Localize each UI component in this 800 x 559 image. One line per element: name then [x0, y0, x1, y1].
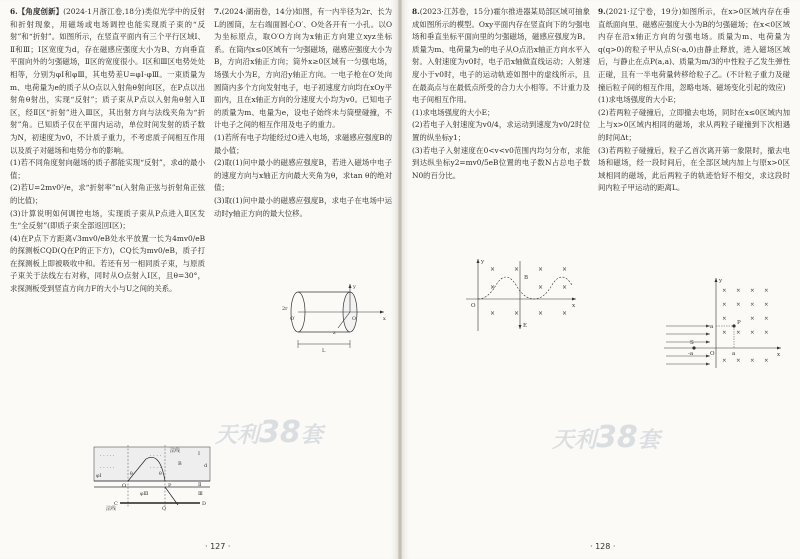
x-axis-arrow: [380, 311, 384, 314]
fig9-label-P: P: [737, 320, 741, 326]
question-7: [214, 6, 392, 220]
fig8-label-E: E: [523, 323, 528, 329]
svg-text:×: ×: [562, 284, 568, 291]
q9-source: (2021·辽宁卷，19分): [605, 7, 682, 16]
fig8-label-x: x: [572, 303, 576, 309]
fig7-label-L: L: [322, 348, 326, 354]
svg-text:· · · · ·: · · · · ·: [100, 453, 115, 459]
q6-part-2: (2)若U=2mv0²/e，求“折射率”n(入射角正弦与折射角正弦的比值)；: [10, 183, 205, 205]
q6-part-1: (1)若不同角度射向磁场的质子都能实现“反射”，求d的最小值；: [10, 158, 205, 180]
svg-text:×: ×: [750, 302, 755, 308]
watermark-right-number: 38: [596, 420, 638, 455]
q7-figure: [280, 282, 390, 354]
q8-stem-paragraph: [412, 6, 590, 107]
right-page-number: · 128 ·: [590, 542, 616, 551]
q9-figure: [660, 276, 785, 371]
fig8-label-B: B: [524, 275, 529, 281]
svg-text:×: ×: [538, 284, 544, 291]
fig7-label-2r: 2r: [282, 306, 288, 312]
fig9-label-a-horizontal: a: [732, 351, 736, 357]
q8-stem: 霍尔推进器某局部区域可抽象成如图所示的模型。Oxy平面内存在竖直向下的匀强电场和垂直坐标平面向里的匀强磁场，磁感应强度为B。质量为m、电荷量为e的电子从O点沿x轴正方向水平入射。入射速度为v0时，电子沿x轴做直线运动；入射速度小于v0时，电子的运动轨迹如图中的虚线所示，且在最高点与在最低点所受的合力大小相等。不计重力及电子间相互作用。: [412, 7, 590, 105]
fig7-label-x: x: [383, 316, 386, 322]
fig9-label-a-vertical: a: [710, 324, 714, 330]
fig7-label-z: z: [333, 330, 336, 336]
right-page: [402, 0, 800, 559]
svg-text:×: ×: [514, 266, 520, 273]
svg-text:×: ×: [736, 302, 741, 308]
field-E-arrow: [519, 325, 522, 329]
fig6-label-B: B: [178, 461, 182, 467]
q6-stem: 类似光学中的反射和折射现象，用磁场或电场调控也能实现质子束的“反射”和“折射”。如图所示，在竖直平面内有三个平行区域Ⅰ、Ⅱ和Ⅲ；Ⅰ区宽度为d，存在磁感应强度大小为B、方向垂直平面向外的匀强磁场，Ⅱ区的宽度很小。Ⅰ区和Ⅲ区电势处处相等，分别为φⅠ和φⅢ，其电势差U=φⅠ-φⅢ。一束质量为m、电荷量为e的质子从O点以入射角θ射向Ⅰ区，在P点以出射角θ射出，实现“反射”；质子束从P点以入射角θ射入Ⅱ区，经Ⅱ区“折射”进入Ⅲ区，其出射方向与法线夹角为“折射”角。已知质子仅在平面内运动，单位时间发射的质子数为N，初速度为v0，不计质子重力，不考虑质子间相互作用以及质子对磁场和电势分布的影响。: [10, 7, 205, 155]
fig8-label-O: O: [471, 303, 476, 309]
svg-text:×: ×: [764, 330, 769, 336]
fig6-label-II: Ⅱ: [198, 482, 202, 488]
svg-text:×: ×: [538, 310, 544, 317]
svg-text:· · · · ·: · · · · ·: [100, 465, 115, 471]
q6-part-3: (3)计算说明如何调控电场，实现质子束从P点进入Ⅱ区发生“全反射”(即质子束全部返回Ⅰ区)；: [10, 208, 205, 231]
question-8: [412, 6, 590, 182]
q7-number: 7.: [214, 7, 222, 16]
q9-part-2: (2)若两粒子碰撞后，立即撤去电场，同时在x≤0区域内加上与x>0区域内相同的磁场，求从两粒子碰撞到下次相遇的时间Δt；: [598, 107, 790, 142]
fig7-label-O-prime: O′: [290, 316, 296, 322]
q6-part-4: (4)在P点下方距离√3mv0/eB处水平放置一长为4mv0/eB的探测板CQD(Q在P的正下方)，CQ长为mv0/eB，质子打在探测板上即被吸收中和。若还有另一相同质子束，与原质子束关于法线左右对称，同时从O点射入Ⅰ区，且θ=30°，求探测板受到竖直方向力F的大小与U之间的关系。: [10, 233, 205, 294]
q8-figure: [462, 255, 582, 335]
fig6-label-Q: Q: [162, 506, 167, 511]
fig6-label-normal-2: 法线: [106, 506, 117, 511]
left-page-number: · 127 ·: [205, 542, 231, 551]
svg-text:×: ×: [722, 330, 727, 336]
svg-text:×: ×: [722, 302, 727, 308]
fig6-label-I: Ⅰ: [198, 451, 200, 457]
q6-stem-paragraph: [10, 6, 205, 157]
svg-text:×: ×: [490, 310, 496, 317]
fig9-label-x: x: [777, 352, 781, 358]
watermark-right-suffix: 套: [637, 428, 660, 453]
svg-text:×: ×: [722, 358, 727, 364]
q9-number: 9.: [598, 7, 606, 16]
watermark-right-brand: 天利: [552, 428, 597, 453]
fig6-label-normal-1: 法线: [170, 448, 181, 454]
watermark-left-number: 38: [259, 415, 301, 450]
q6-source: (2024·1月浙江卷,18分): [63, 7, 145, 16]
fig6-label-theta-1: θ: [130, 472, 133, 477]
fig6-label-d: d: [204, 463, 208, 469]
fig9-label-y: y: [719, 278, 723, 284]
fig6-label-D: D: [202, 501, 207, 507]
watermark-left: [215, 415, 323, 450]
svg-text:×: ×: [764, 288, 769, 294]
question-9: [598, 6, 790, 195]
fig6-label-III: Ⅲ: [198, 491, 203, 497]
q8-part-2: (2)若电子入射速度为v0/4，求运动到速度为v0/2时位置的纵坐标y1；: [412, 120, 590, 142]
q9-part-3: (3)若两粒子碰撞后，粒子乙首次离开第一象限时，撤去电场和磁场，经一段时间后，在全部区域内加上与原x>0区域相同的磁场，此后两粒子的轨迹恰好不相交，求这段时间内粒子甲运动的距离L。: [598, 145, 790, 193]
fig7-label-y: y: [353, 284, 356, 290]
point-P-marker: [732, 324, 735, 327]
fig6-label-theta-2: θ: [159, 472, 162, 477]
q9-stem-paragraph: [598, 6, 790, 94]
fig8-label-y: y: [481, 259, 485, 265]
svg-text:×: ×: [736, 330, 741, 336]
fig6-label-O: O: [122, 483, 127, 489]
watermark-left-suffix: 套: [300, 423, 323, 448]
fig6-label-phiIII: φⅢ: [140, 491, 149, 497]
fig9-label-S: S: [690, 340, 694, 346]
svg-text:×: ×: [490, 284, 496, 291]
fig9-x-axis-arrow: [777, 347, 781, 350]
fig8-y-axis-arrow: [477, 259, 480, 263]
question-6: [10, 6, 205, 296]
refracted-beam: [165, 487, 178, 505]
svg-text:×: ×: [764, 358, 769, 364]
fig9-y-axis-arrow: [715, 278, 718, 282]
svg-text:×: ×: [722, 316, 727, 322]
fig8-x-axis-arrow: [572, 298, 576, 301]
q8-part-1: (1)求电场强度的大小E；: [412, 107, 495, 117]
fig6-label-P: P: [168, 483, 172, 489]
left-page: [0, 0, 398, 559]
q7-stem: 如图，有一内半径为2r、长为L的圆筒，左右端面圆心O′、O处各开有一小孔。以O为坐标原点，取O′O方向为x轴正方向建立xyz坐标系。在筒内x≤0区域有一匀强磁场，磁感应强度大小为B，方向沿x轴正方向；筒外x≥0区域有一匀强电场，场强大小为E，方向沿y轴正方向。一电子枪在O′处向圆筒内多个方向发射电子，电子初速度方向均在xOy平面内，且在x轴正方向的分速度大小均为v0。已知电子的质量为m、电量为e，设电子始终未与筒壁碰撞，不计电子之间的相互作用及电子的重力。: [214, 7, 392, 130]
q7-part-1: (1)若所有电子均能经过O进入电场，求磁感应强度B的最小值；: [214, 132, 392, 155]
q9-part-1: (1)求电场强度的大小E；: [598, 95, 681, 105]
fig6-label-phiI: φⅠ: [96, 473, 102, 479]
svg-text:×: ×: [736, 288, 741, 294]
q6-tag: 【角度创新】: [17, 7, 64, 16]
q8-source: (2023·江苏卷，15分): [419, 7, 494, 16]
svg-text:×: ×: [750, 316, 755, 322]
svg-text:×: ×: [562, 266, 568, 273]
watermark-right: [552, 420, 660, 455]
svg-text:×: ×: [514, 310, 520, 317]
fig6-label-C: C: [114, 501, 118, 507]
svg-text:×: ×: [764, 302, 769, 308]
q7-stem-paragraph: [214, 6, 392, 132]
q7-source: (2024·湖南卷，14分): [221, 7, 296, 16]
q8-part-3: (3)若电子入射速度在0<v<v0范围内均匀分布，求能到达纵坐标y2=mv0/5eB位置的电子数N占总电子数N0的百分比。: [412, 145, 590, 180]
svg-text:· · · ·: · · · ·: [150, 453, 162, 459]
svg-text:×: ×: [764, 316, 769, 322]
svg-text:· · · ·: · · · ·: [150, 465, 162, 471]
fig9-label-minus-a: -a: [688, 351, 694, 357]
svg-text:×: ×: [490, 266, 496, 273]
q6-number: 6.: [10, 7, 18, 16]
svg-text:×: ×: [722, 288, 727, 294]
svg-text:×: ×: [750, 330, 755, 336]
q9-stem: 如图所示，在x>0区域内存在垂直纸面向里、磁感应强度大小为B的匀强磁场；在x<0区域内存在沿x轴正方向的匀强电场。质量为m、电荷量为q(q>0)的粒子甲从点S(-a,0)由静止释放，进入磁场区域后，与静止在点P(a,a)、质量为m/3的中性粒子乙发生弹性正碰，且有一半电荷量转移给粒子乙。(不计粒子重力及碰撞后粒子间的相互作用，忽略电场、磁场变化引起的效应): [598, 7, 790, 92]
svg-text:×: ×: [538, 266, 544, 273]
fig9-label-O: O: [710, 351, 715, 357]
q7-part-3: (3)取(1)问中最小的磁感应强度B，求电子在电场中运动时y轴正方向的最大位移。: [214, 195, 392, 218]
y-axis-arrow: [349, 284, 352, 288]
q8-number: 8.: [412, 7, 420, 16]
q7-part-2: (2)取(1)问中最小的磁感应强度B，若进入磁场中电子的速度方向与x轴正方向最大夹角为θ，求tan θ的绝对值；: [214, 158, 392, 193]
q6-figure: [90, 443, 215, 511]
point-S-marker: [692, 346, 695, 349]
svg-text:×: ×: [736, 358, 741, 364]
fig7-label-O: O: [352, 316, 357, 322]
svg-text:×: ×: [562, 310, 568, 317]
svg-text:×: ×: [750, 288, 755, 294]
svg-text:×: ×: [750, 358, 755, 364]
watermark-left-brand: 天利: [215, 423, 260, 448]
